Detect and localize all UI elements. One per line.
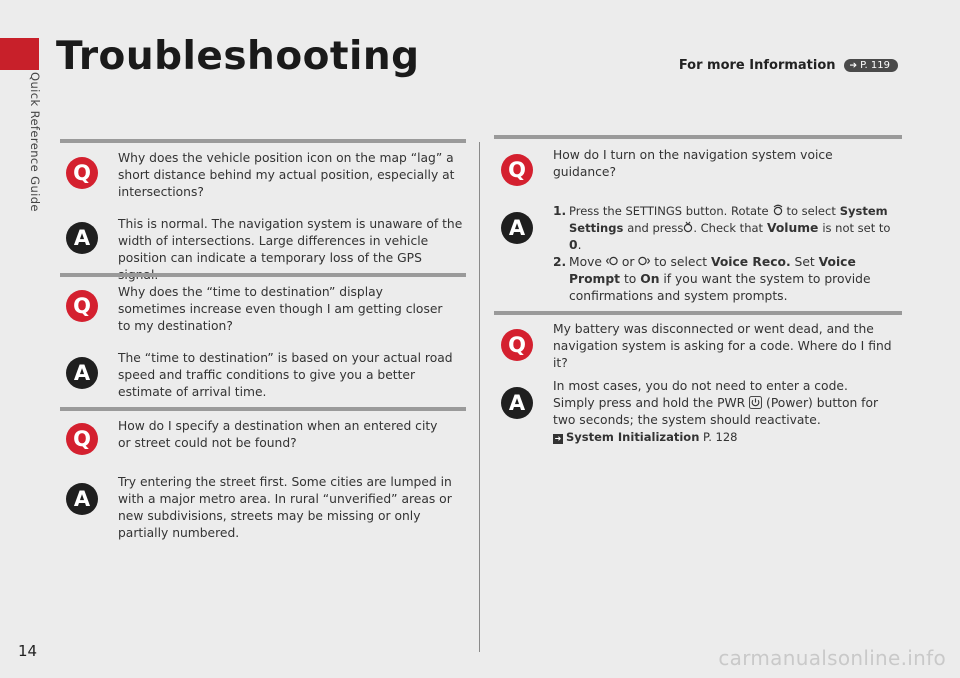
section-side-label: Quick Reference Guide xyxy=(28,72,42,212)
answer-badge-icon: A xyxy=(501,212,533,244)
answer-badge-icon: A xyxy=(66,483,98,515)
section-tab-marker xyxy=(0,38,39,70)
step-item xyxy=(553,254,898,305)
step-text: . Check that xyxy=(693,221,764,235)
step-number: 1. xyxy=(553,204,567,218)
more-info-link[interactable] xyxy=(679,58,898,73)
page-title: Troubleshooting xyxy=(56,34,420,79)
step-text: to select xyxy=(654,255,708,269)
question-text: Why does the “time to destination” display sometimes increase even though I am getting closer to my destination? xyxy=(118,285,443,333)
step-emphasis: Volume xyxy=(766,221,819,235)
step-emphasis: Voice Reco. xyxy=(710,255,791,269)
interface-dial-press-icon xyxy=(683,221,693,233)
step-text: and press xyxy=(627,221,684,235)
interface-dial-rotate-icon xyxy=(773,204,783,216)
xref-label: System Initialization xyxy=(566,430,700,444)
column-divider xyxy=(479,142,480,652)
more-info-label: For more Information xyxy=(678,58,836,73)
answer-text-part: (Power) button for two seconds; the system should reactivate. xyxy=(553,396,879,427)
step-text: or xyxy=(621,255,635,269)
question-badge-icon: Q xyxy=(66,290,98,322)
step-text: Set xyxy=(794,255,815,269)
xref-arrow-icon: ➜ xyxy=(554,434,562,443)
xref-page: P. 128 xyxy=(703,430,738,444)
interface-dial-left-icon xyxy=(606,255,618,267)
answer-badge-icon: A xyxy=(66,222,98,254)
answer-badge-icon: A xyxy=(66,357,98,389)
question-text: How do I specify a destination when an entered city or street could not be found? xyxy=(118,419,438,450)
qa-separator xyxy=(60,139,466,143)
step-text: to xyxy=(623,272,637,286)
step-text: is not set to xyxy=(822,221,891,235)
step-item xyxy=(553,203,898,254)
step-text: Move xyxy=(569,255,602,269)
answer-text xyxy=(553,378,883,446)
cross-reference-link[interactable] xyxy=(553,429,883,446)
step-emphasis: Voice Prompt xyxy=(569,255,856,286)
step-emphasis: 0 xyxy=(569,238,578,252)
question-text: How do I turn on the navigation system voice guidance? xyxy=(553,148,833,179)
step-text: Press the SETTINGS button. Rotate xyxy=(569,204,769,218)
question-text: My battery was disconnected or went dead, and the navigation system is asking for a code. Where do I find it? xyxy=(553,322,892,370)
qa-separator xyxy=(494,135,902,139)
question-badge-icon: Q xyxy=(66,157,98,189)
page-number: 14 xyxy=(18,642,38,660)
qa-separator xyxy=(60,407,466,411)
answer-badge-icon: A xyxy=(501,387,533,419)
answer-text-part: In most cases, you do not need to enter a code. Simply press and hold the PWR xyxy=(553,379,848,410)
answer-text: This is normal. The navigation system is unaware of the width of intersections. Large differences in vehicle position can indicate a temporary loss of the GPS xyxy=(118,217,463,265)
qa-separator xyxy=(60,273,466,277)
step-text: to select xyxy=(786,204,836,218)
step-number: 2. xyxy=(553,255,567,269)
step-emphasis: System Settings xyxy=(569,204,888,235)
page-ref-badge[interactable] xyxy=(844,59,898,72)
watermark: carmanualsonline.info xyxy=(718,646,946,670)
page-ref-arrow-icon: ➔ xyxy=(849,60,858,71)
answer-text: Try entering the street first. Some cities are lumped in with a major metro area. In rural “unverified” areas or new subdivisions, streets may be missing or only partially numbered. xyxy=(118,475,452,540)
question-badge-icon: Q xyxy=(501,329,533,361)
step-text: if you want the system to provide confirmations and system prompts. xyxy=(569,272,871,303)
power-icon xyxy=(749,396,762,409)
step-emphasis: On xyxy=(640,272,660,286)
question-text: Why does the vehicle position icon on the map “lag” a short distance behind my actual position, especially at intersections? xyxy=(118,151,455,199)
page-ref-text: P. 119 xyxy=(860,60,890,71)
step-text: . xyxy=(577,238,582,252)
question-badge-icon: Q xyxy=(501,154,533,186)
question-badge-icon: Q xyxy=(66,423,98,455)
answer-steps xyxy=(553,203,898,305)
interface-dial-right-icon xyxy=(638,255,650,267)
qa-separator xyxy=(494,311,902,315)
answer-text: The “time to destination” is based on your actual road speed and traffic conditions to give you a better estimate of arrival time. xyxy=(118,351,453,399)
